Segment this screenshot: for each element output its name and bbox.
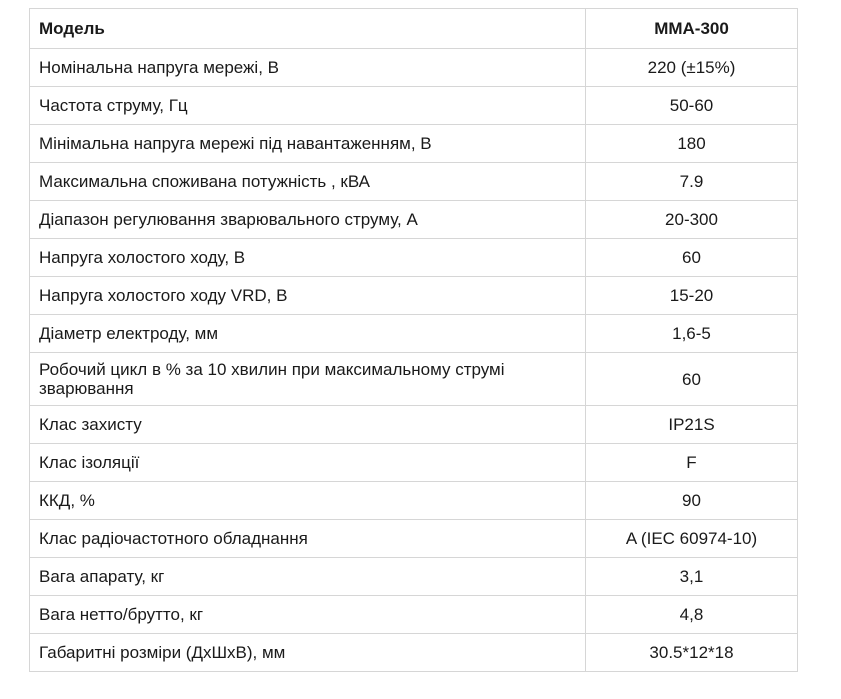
table-row [30,125,798,163]
table-row [30,239,798,277]
table-row [30,634,798,672]
row-value: A (IEC 60974-10) [586,520,798,558]
row-label: ККД, % [30,482,586,520]
table-row [30,315,798,353]
table-row [30,406,798,444]
row-value: 60 [586,353,798,406]
row-value: IP21S [586,406,798,444]
table-row [30,201,798,239]
row-value: F [586,444,798,482]
row-value: 1,6-5 [586,315,798,353]
row-value: 220 (±15%) [586,49,798,87]
row-label: Напруга холостого ходу, В [30,239,586,277]
table-row [30,49,798,87]
row-label: Вага нетто/брутто, кг [30,596,586,634]
row-label: Габаритні розміри (ДхШхВ), мм [30,634,586,672]
header-value: ММА-300 [586,9,798,49]
row-label: Вага апарату, кг [30,558,586,596]
table-row [30,520,798,558]
spec-table [29,8,798,672]
row-label: Клас ізоляції [30,444,586,482]
row-label: Робочий цикл в % за 10 хвилин при максимальному струмі зварювання [30,353,586,406]
row-value: 15-20 [586,277,798,315]
row-label: Максимальна споживана потужність , кВА [30,163,586,201]
row-label: Клас захисту [30,406,586,444]
row-value: 180 [586,125,798,163]
row-value: 4,8 [586,596,798,634]
row-label: Номінальна напруга мережі, В [30,49,586,87]
row-label: Напруга холостого ходу VRD, В [30,277,586,315]
table-row [30,596,798,634]
table-row [30,558,798,596]
table-row [30,163,798,201]
row-label: Діапазон регулювання зварювального струму, А [30,201,586,239]
table-row [30,277,798,315]
row-label: Мінімальна напруга мережі під навантаженням, В [30,125,586,163]
row-value: 90 [586,482,798,520]
row-value: 30.5*12*18 [586,634,798,672]
table-row [30,482,798,520]
header-label: Модель [30,9,586,49]
table-row [30,87,798,125]
row-label: Діаметр електроду, мм [30,315,586,353]
table-row [30,353,798,406]
row-value: 3,1 [586,558,798,596]
row-value: 20-300 [586,201,798,239]
row-label: Клас радіочастотного обладнання [30,520,586,558]
row-label: Частота струму, Гц [30,87,586,125]
row-value: 7.9 [586,163,798,201]
row-value: 60 [586,239,798,277]
row-value: 50-60 [586,87,798,125]
table-row [30,444,798,482]
cropped-text-fragment [28,0,68,2]
table-header-row [30,9,798,49]
